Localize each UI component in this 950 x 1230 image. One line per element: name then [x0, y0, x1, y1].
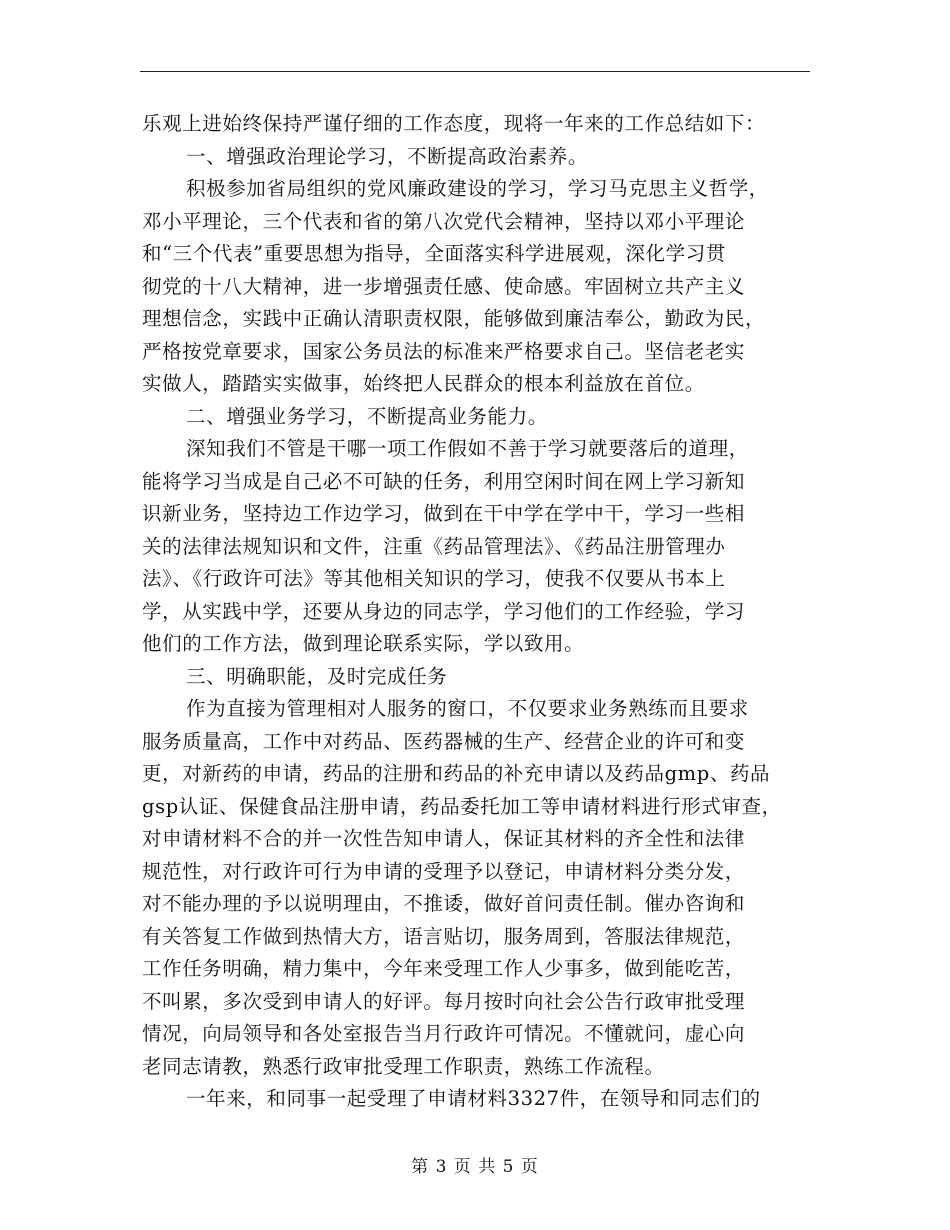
text-line: 有关答复工作做到热情大方，语言贴切，服务周到，答服法律规范，	[142, 924, 746, 948]
text-line: 乐观上进始终保持严谨仔细的工作态度，现将一年来的工作总结如下：	[142, 112, 766, 135]
text-line: 积极参加省局组织的党风廉政建设的学习，学习马克思主义哲学，	[186, 177, 769, 200]
text-line: 严格按党章要求，国家公务员法的标准来严格要求自己。坚信老老实	[142, 339, 746, 363]
text-line: 一年来，和同事一起受理了申请材料3327件，在领导和同志们的	[186, 1087, 761, 1110]
text-line: 学，从实践中学，还要从身边的同志学，学习他们的工作经验，学习	[142, 599, 746, 623]
text-line: 工作任务明确，精力集中，今年来受理工作人少事多，做到能吃苦，	[142, 957, 746, 980]
text-line: 更，对新药的申请，药品的注册和药品的补充申请以及药品gmp、药品	[142, 762, 771, 785]
document-body	[142, 108, 822, 1116]
text-line: 深知我们不管是干哪一项工作假如不善于学习就要落后的道理，	[186, 437, 749, 460]
text-line: gsp认证、保健食品注册申请，药品委托加工等申请材料进行形式审查，	[142, 794, 782, 818]
text-line: 关的法律法规知识和文件，注重《药品管理法》、《药品注册管理办	[142, 534, 726, 558]
text-line: 规范性，对行政许可行为申请的受理予以登记，申请材料分类分发，	[142, 859, 746, 883]
text-line: 识新业务，坚持边工作边学习，做到在干中学在学中干，学习一些相	[142, 502, 746, 525]
page-footer: 第 3 页 共 5 页	[411, 1157, 539, 1177]
text-line: 情况，向局领导和各处室报告当月行政许可情况。不懂就问，虚心向	[142, 1022, 746, 1045]
text-line: 三、明确职能，及时完成任务	[186, 664, 448, 688]
text-line: 彻党的十八大精神，进一步增强责任感、使命感。牢固树立共产主义	[142, 274, 746, 298]
text-line: 实做人，踏踏实实做事，始终把人民群众的根本利益放在首位。	[142, 372, 705, 395]
text-line: 一、增强政治理论学习，不断提高政治素养。	[186, 144, 589, 168]
text-line: 对不能办理的予以说明理由，不推诿，做好首问责任制。催办咨询和	[142, 892, 746, 915]
text-line: 他们的工作方法，做到理论联系实际，学以致用。	[142, 632, 585, 655]
text-line: 作为直接为管理相对人服务的窗口，不仅要求业务熟练而且要求	[186, 697, 749, 720]
text-line: 法》、《行政许可法》等其他相关知识的学习，使我不仅要从书本上	[142, 567, 726, 590]
text-line: 老同志请教，熟悉行政审批受理工作职责，熟练工作流程。	[142, 1054, 665, 1078]
text-line: 能将学习当成是自己必不可缺的任务，利用空闲时间在网上学习新知	[142, 469, 746, 493]
text-line: 二、增强业务学习，不断提高业务能力。	[186, 404, 548, 428]
text-line: 邓小平理论，三个代表和省的第八次党代会精神，坚持以邓小平理论	[142, 209, 746, 233]
header-rule	[140, 71, 810, 72]
text-line: 对申请材料不合的并一次性告知申请人，保证其材料的齐全性和法律	[142, 827, 746, 850]
text-line: 理想信念，实践中正确认清职责权限，能够做到廉洁奉公，勤政为民，	[142, 307, 766, 330]
text-line: 不叫累，多次受到申请人的好评。每月按时向社会公告行政审批受理	[142, 989, 746, 1013]
text-line: 服务质量高，工作中对药品、医药器械的生产、经营企业的许可和变	[142, 729, 746, 753]
text-line: 和“三个代表”重要思想为指导，全面落实科学进展观，深化学习贯	[142, 242, 726, 265]
